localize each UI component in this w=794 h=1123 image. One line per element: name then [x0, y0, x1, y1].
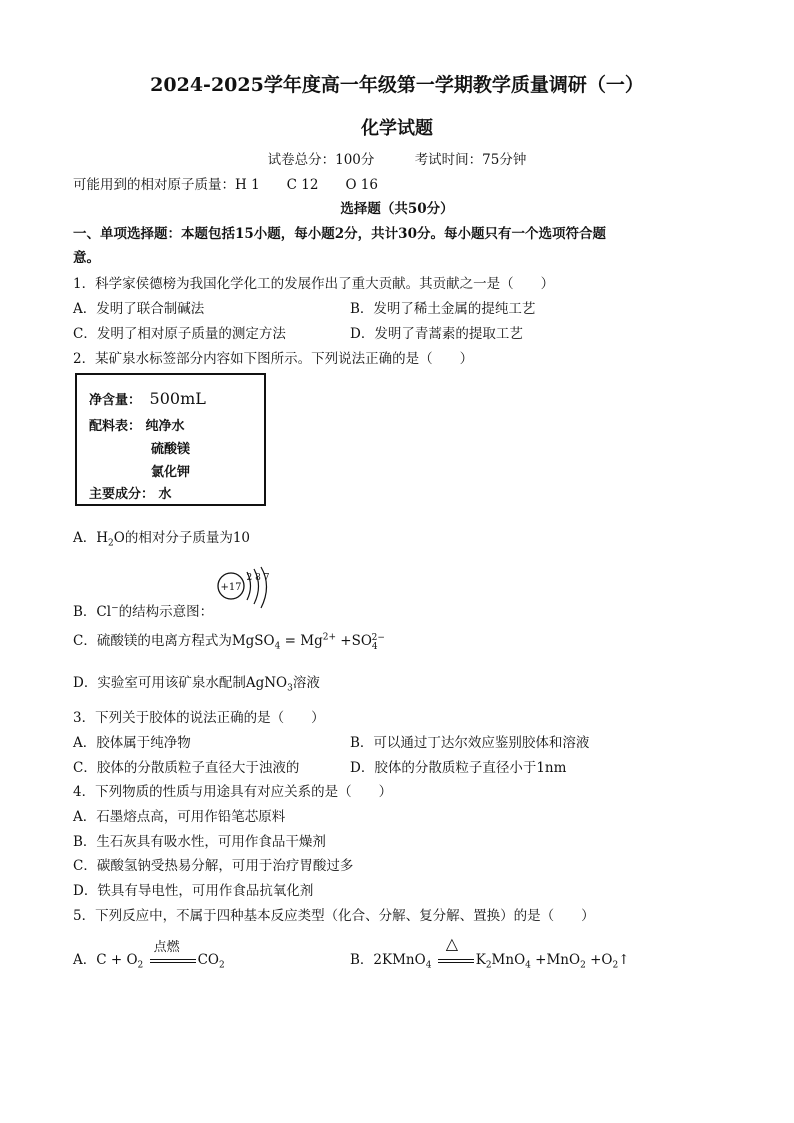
q1-option-d: D．发明了青蒿素的提取工艺 — [350, 326, 523, 342]
q3-option-b: B．可以通过丁达尔效应鉴别胶体和溶液 — [350, 735, 590, 751]
ingredient-2: 硫酸镁 — [151, 442, 191, 457]
nucleus-charge: +17 — [220, 582, 242, 593]
ingredient-1: 纯净水 — [145, 419, 185, 434]
page-subtitle: 化学试题 — [361, 118, 433, 139]
net-content-value: 500mL — [149, 389, 206, 408]
page-title: 2024-2025学年度高一年级第一学期教学质量调研（一） — [150, 74, 644, 96]
q3-option-d: D．胶体的分散质粒子直径小于1nm — [350, 760, 567, 776]
q2-stem: 2．某矿泉水标签部分内容如下图所示。下列说法正确的是（ ） — [73, 351, 474, 367]
chloride-ion-structure-diagram — [214, 566, 276, 616]
ignition-condition-arrow: 点燃 — [150, 954, 196, 968]
heating-condition-arrow: △ — [438, 954, 474, 968]
mineral-water-label — [75, 373, 266, 506]
q3-option-c: C．胶体的分散质粒子直径大于浊液的 — [73, 760, 300, 776]
net-content-label: 净含量： — [89, 393, 142, 408]
exam-meta — [0, 148, 794, 168]
q2-option-a: A．$H_2O$的相对分子质量为10 — [73, 530, 251, 549]
q4-option-c: C．碳酸氢钠受热易分解，可用于治疗胃酸过多 — [73, 858, 354, 874]
part1-instructions-line1: 一、单项选择题：本题包括15小题，每小题2分，共计30分。每小题只有一个选项符合题 — [73, 226, 606, 242]
q1-stem: 1．科学家侯德榜为我国化学化工的发展作出了重大贡献。其贡献之一是（ ） — [73, 276, 555, 292]
q1-option-b: B．发明了稀土金属的提纯工艺 — [350, 301, 536, 317]
q2-option-b: B．Cl−的结构示意图： — [73, 603, 214, 620]
q1-option-c: C．发明了相对原子质量的测定方法 — [73, 326, 286, 342]
main-component-value: 水 — [158, 487, 172, 502]
q4-option-a: A．石墨熔点高，可用作铅笔芯原料 — [73, 809, 286, 825]
q5-stem: 5．下列反应中，不属于四种基本反应类型（化合、分解、复分解、置换）的是（ ） — [73, 908, 595, 924]
ingredient-3: 氯化钾 — [151, 465, 191, 480]
q5-option-a: A．$C + O_2$ 点燃 $CO_2$ — [73, 939, 225, 971]
total-score: 试卷总分：100分 — [267, 152, 375, 168]
q2-option-c: C．硫酸镁的电离方程式为MgSO$_4$ = $Mg^{2+} +SO_4^{2-}$ — [73, 632, 385, 652]
q3-option-a: A．胶体属于纯净物 — [73, 735, 191, 751]
atomic-masses: 可能用到的相对原子质量：H 1 C 12 O 16 — [73, 177, 378, 193]
section-title: 选择题（共50分） — [340, 201, 454, 217]
q2-option-d: D．实验室可用该矿泉水配制AgNO$_3$溶液 — [73, 675, 320, 694]
q4-option-b: B．生石灰具有吸水性，可用作食品干燥剂 — [73, 834, 326, 850]
ingredients-label: 配料表： — [89, 419, 142, 434]
main-component-label: 主要成分： — [89, 487, 155, 502]
gas-arrow: ↑ — [618, 952, 630, 968]
part1-instructions-line2: 意。 — [73, 250, 100, 266]
q5-option-b: B．2KMnO$_4$ △ $K_2MnO_4 +MnO_2$ $+O_2↑$ — [350, 933, 630, 971]
q4-option-d: D．铁具有导电性，可用作食品抗氧化剂 — [73, 883, 314, 899]
q4-stem: 4．下列物质的性质与用途具有对应关系的是（ ） — [73, 784, 393, 800]
exam-time: 考试时间：75分钟 — [414, 152, 527, 168]
electron-shells: 2 8 7 — [246, 573, 270, 583]
q3-stem: 3．下列关于胶体的说法正确的是（ ） — [73, 710, 325, 726]
q1-option-a: A．发明了联合制碱法 — [73, 301, 205, 317]
